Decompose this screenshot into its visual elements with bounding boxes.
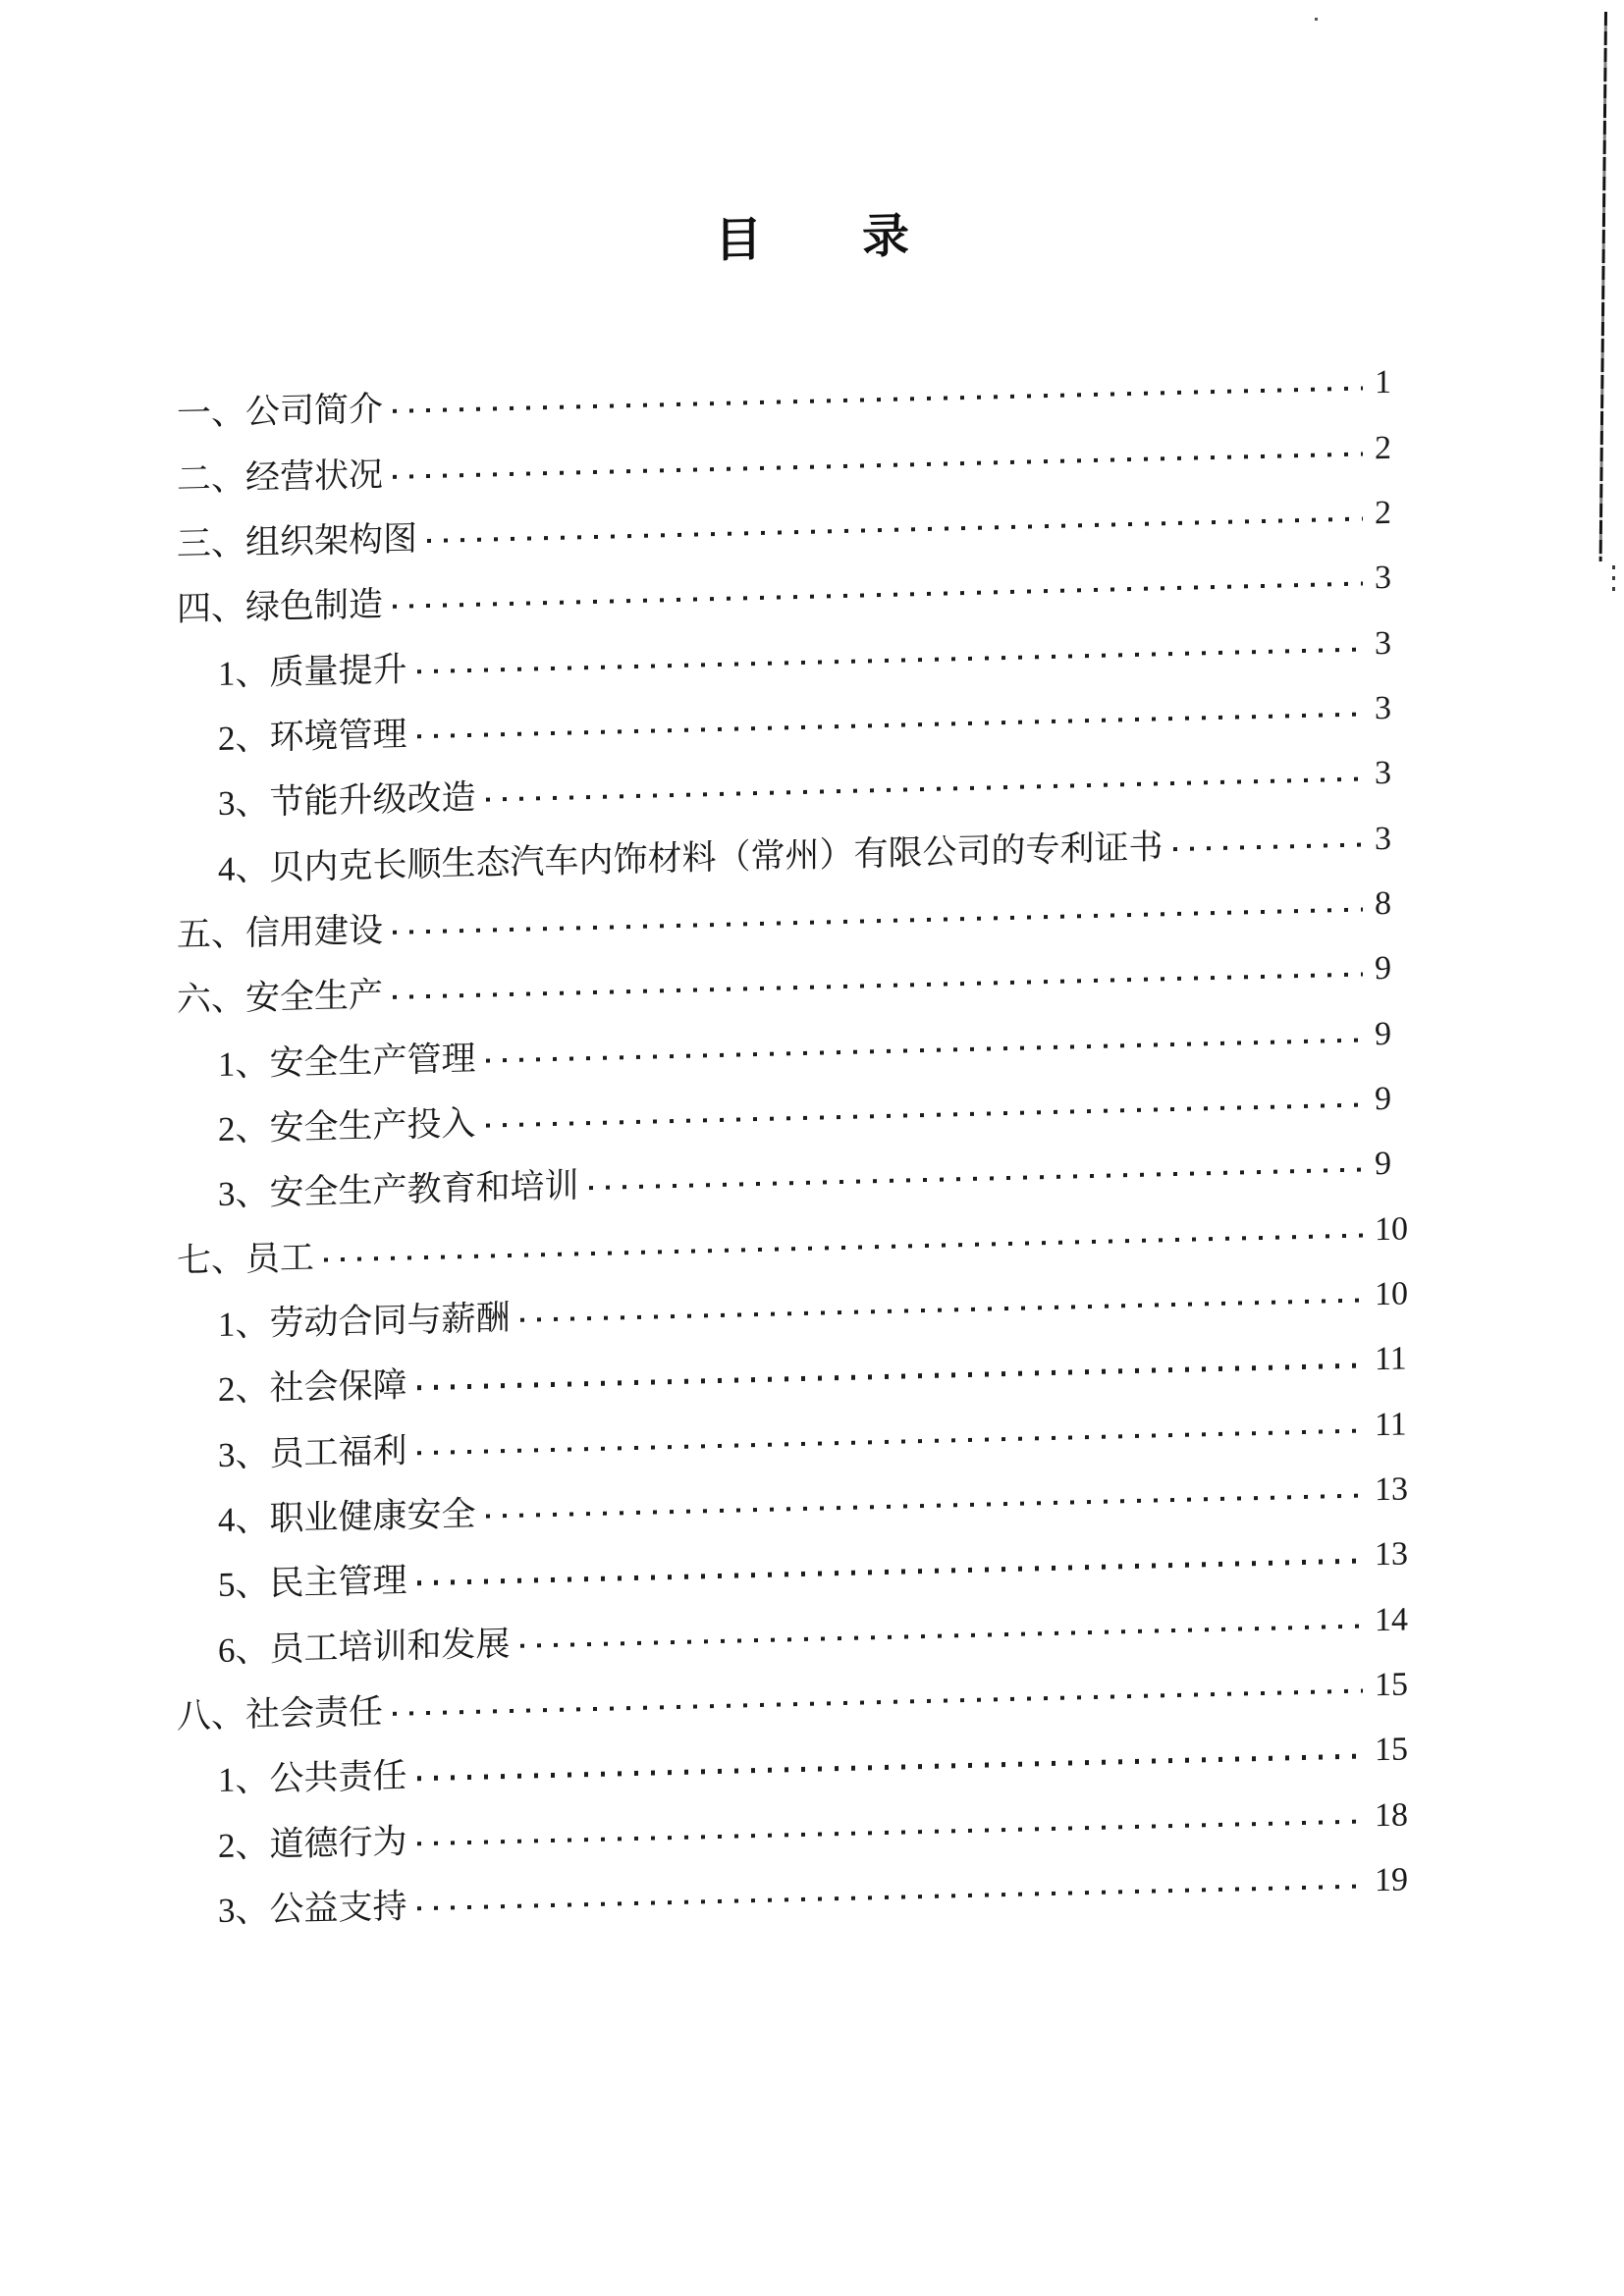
toc-content: [177, 200, 1435, 1942]
toc-entry-page: 11: [1375, 1406, 1407, 1443]
toc-entry-label: 1、公共责任: [218, 1756, 407, 1800]
toc-entry-label: 3、公益支持: [218, 1887, 407, 1931]
toc-entry-label: 四、绿色制造: [177, 585, 384, 629]
dot-leader: [393, 452, 1363, 478]
dot-leader: [417, 1885, 1363, 1911]
toc-entry-label: 二、经营状况: [177, 454, 384, 499]
dot-leader: [417, 1754, 1363, 1781]
toc-entry-page: 3: [1375, 560, 1391, 597]
toc-entry-label: 七、员工: [177, 1238, 315, 1280]
toc-entry-label: 2、环境管理: [218, 715, 407, 758]
toc-entry-label: 一、公司简介: [177, 390, 384, 434]
dot-leader: [427, 516, 1363, 543]
toc-entry-label: 4、贝内克长顺生态汽车内饰材料（常州）有限公司的专利证书: [218, 827, 1164, 888]
dot-leader: [393, 973, 1363, 999]
toc-entry-page: 14: [1375, 1601, 1408, 1638]
toc-entry-page: 9: [1375, 1080, 1391, 1118]
toc-entry-label: 八、社会责任: [177, 1692, 384, 1736]
toc-entry-label: 5、民主管理: [218, 1561, 407, 1605]
toc-entry-page: 11: [1375, 1340, 1407, 1378]
dot-leader: [1173, 842, 1363, 851]
toc-entry-label: 4、职业健康安全: [218, 1494, 476, 1540]
toc-entry-page: 13: [1375, 1470, 1408, 1509]
toc-entry-page: 3: [1375, 755, 1391, 792]
toc-entry-label: 1、质量提升: [218, 650, 407, 693]
dot-leader: [417, 712, 1363, 738]
toc-entry-page: 19: [1375, 1861, 1408, 1899]
dot-leader: [417, 1428, 1363, 1455]
toc-list: [177, 349, 1435, 1942]
toc-entry-page: 8: [1375, 884, 1391, 923]
toc-entry-label: 2、安全生产投入: [218, 1103, 476, 1148]
dot-leader: [486, 1494, 1363, 1519]
toc-entry-page: 15: [1375, 1666, 1408, 1704]
dot-leader: [520, 1624, 1363, 1647]
dot-leader: [589, 1168, 1363, 1191]
dot-leader: [486, 777, 1363, 802]
toc-entry-label: 2、社会保障: [218, 1365, 407, 1410]
page-title: 目 录: [715, 210, 912, 268]
toc-entry-page: 9: [1375, 1015, 1391, 1052]
dot-leader: [417, 1819, 1363, 1845]
toc-entry-label: 6、员工培训和发展: [218, 1624, 511, 1670]
dot-leader: [520, 1299, 1363, 1322]
toc-entry-label: 五、信用建设: [177, 910, 384, 954]
toc-entry-label: 3、安全生产教育和培训: [218, 1166, 579, 1214]
toc-entry-page: 2: [1375, 494, 1391, 532]
toc-entry-label: 3、节能升级改造: [218, 778, 476, 824]
toc-entry-page: 10: [1375, 1275, 1408, 1313]
toc-entry-label: 六、安全生产: [177, 976, 384, 1020]
dot-leader: [324, 1233, 1363, 1261]
toc-entry-label: 2、道德行为: [218, 1822, 407, 1865]
dot-leader: [393, 907, 1363, 934]
scan-artifact-dots: [1612, 565, 1615, 593]
toc-entry-label: 3、员工福利: [218, 1431, 407, 1474]
dot-leader: [486, 1102, 1363, 1127]
dot-leader: [417, 1363, 1363, 1390]
scan-speck: [1315, 18, 1318, 21]
dot-leader: [417, 1559, 1363, 1585]
scan-artifact-line: [1599, 12, 1607, 561]
toc-entry-page: 1: [1375, 364, 1391, 401]
toc-entry-page: 18: [1375, 1796, 1408, 1834]
toc-entry-page: 3: [1375, 820, 1391, 857]
toc-entry-page: 13: [1375, 1535, 1408, 1574]
toc-entry-label: 1、劳动合同与薪酬: [218, 1298, 511, 1344]
toc-entry-page: 2: [1375, 429, 1391, 466]
dot-leader: [393, 1689, 1363, 1716]
toc-entry-label: 三、组织架构图: [177, 519, 418, 563]
dot-leader: [486, 1038, 1363, 1062]
toc-entry-label: 1、安全生产管理: [218, 1039, 476, 1084]
toc-entry-page: 15: [1375, 1731, 1408, 1769]
dot-leader: [417, 647, 1363, 673]
toc-entry-page: 10: [1375, 1210, 1408, 1248]
dot-leader: [393, 387, 1363, 413]
toc-entry-page: 3: [1375, 624, 1391, 662]
toc-entry-page: 9: [1375, 1146, 1391, 1183]
dot-leader: [393, 582, 1363, 609]
toc-entry-page: 3: [1375, 689, 1391, 727]
toc-entry-page: 9: [1375, 950, 1391, 988]
